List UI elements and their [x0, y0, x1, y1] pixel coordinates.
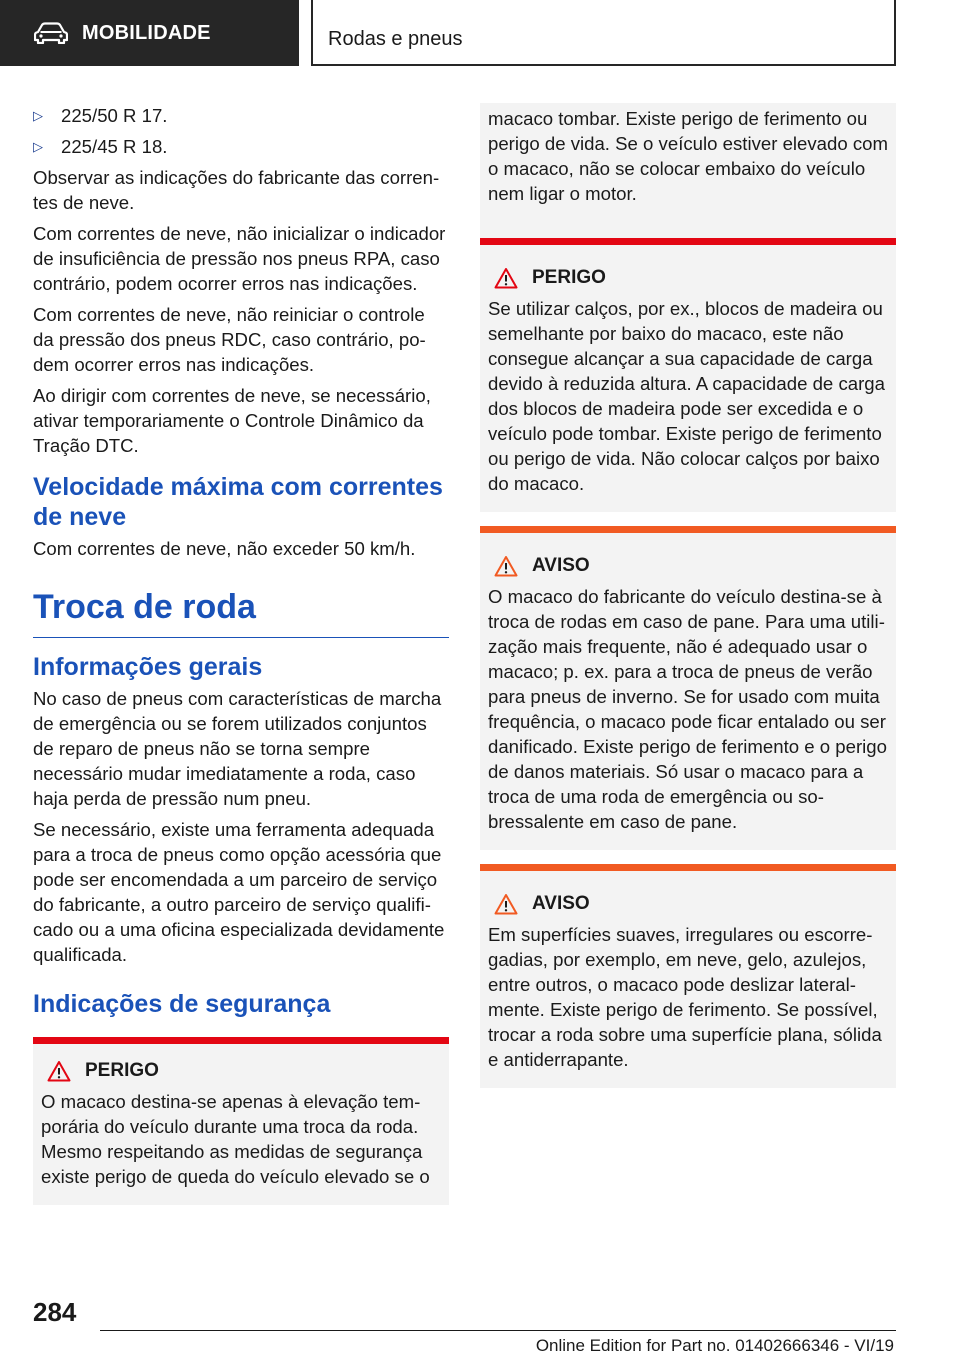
triangle-bullet-icon: ▷ [33, 139, 43, 154]
warning-text: O macaco destina-se apenas à elevação temporária do veículo durante uma troca da roda. Mesmo respeitando as medidas de segurança existe perigo de queda do veículo elevado se o [41, 1091, 430, 1187]
footer-divider [100, 1330, 896, 1331]
paragraph: Observar as indicações do fabricante das correntes de neve. [33, 167, 440, 213]
warning-text: Se utilizar calços, por ex., blocos de madeira ou semelhante por baixo do macaco, este não consegue alcançar a sua capacidade de carga devido à reduzida altura. A capacidade de carga dos blocos de madeira pode ser excedida e o veículo pode tombar. Existe perigo de ferimento ou perigo de vida. Não colocar calços por baixo do macaco. [488, 298, 885, 494]
warning-text: O macaco do fabricante do veículo destina-se à troca de rodas em caso de pane. Para uma utilização mais frequente, não é adequado usar o macaco; p. ex. para a troca de pneus de verão para pneus de inverno. Se for usado com muita frequência, o macaco pode ficar entalado ou ser danificado. Existe perigo de ferimento e o perigo de danos materiais. Só usar o macaco para a troca de uma roda de emergência ou sobressalente em caso de pane. [488, 586, 887, 832]
list-item: ▷ 225/50 R 17. [33, 105, 168, 126]
paragraph: Se necessário, existe uma ferramenta adequada para a troca de pneus como opção acessória que pode ser encomendada a um parceiro de serviço do fabricante, a outro parceiro de serviço qualificado ou a uma oficina especializada devidamente qualificada. [33, 819, 445, 965]
warning-title: AVISO [532, 555, 590, 576]
warning-text: Em superfícies suaves, irregulares ou escorregadias, por exemplo, em neve, gelo, azulejos, entre outros, o macaco pode deslizar lateralmente. Existe perigo de ferimento. Se possível, trocar a roda sobre uma superfície plana, sólida e antiderrapante. [488, 924, 882, 1070]
warning-triangle-icon [494, 893, 518, 915]
paragraph: No caso de pneus com características de marcha de emergência ou se forem utilizados conjuntos de reparo de pneus não se torna sempre necessário mudar imediatamente a roda, caso haja perda de pressão num pneu. [33, 688, 442, 809]
car-icon [34, 22, 68, 44]
right-column [480, 103, 896, 1088]
warning-title: AVISO [532, 893, 590, 914]
chapter-tab[interactable] [0, 0, 299, 66]
warning-box-continued [480, 103, 896, 238]
page-number: 284 [33, 1297, 77, 1327]
warning-title: PERIGO [85, 1060, 159, 1081]
left-column [33, 103, 449, 1205]
list-item: ▷ 225/45 R 18. [33, 136, 168, 157]
triangle-bullet-icon: ▷ [33, 108, 43, 123]
heading-troca-de-roda: Troca de roda [33, 587, 449, 638]
warning-text: macaco tombar. Existe perigo de ferimento ou perigo de vida. Se o veículo estiver elevado com o macaco, não se colocar embaixo do veículo nem ligar o motor. [488, 108, 888, 204]
warning-box-aviso [480, 526, 896, 850]
warning-box-aviso [480, 864, 896, 1088]
paragraph: Com correntes de neve, não exceder 50 km/h. [33, 538, 416, 559]
paragraph: Com correntes de neve, não reiniciar o controle da pressão dos pneus RDC, caso contrário, podem ocorrer erros nas indicações. [33, 304, 426, 375]
paragraph: Com correntes de neve, não inicializar o indicador de insuficiência de pressão nos pneus RPA, caso contrário, podem ocorrer erros nas indicações. [33, 223, 446, 294]
chapter-label: MOBILIDADE [82, 21, 211, 44]
edition-text: Online Edition for Part no. 01402666346 - VI/19 [535, 1336, 894, 1355]
warning-triangle-icon [494, 267, 518, 289]
subheading-info: Informações gerais [33, 653, 263, 681]
warning-triangle-icon [47, 1060, 71, 1082]
warning-box-perigo [480, 238, 896, 512]
subheading-seguranca: Indicações de segurança [33, 990, 331, 1018]
paragraph: Ao dirigir com correntes de neve, se necessário, ativar temporariamente o Controle Dinâmico da Tração DTC. [33, 385, 431, 456]
warning-box-perigo [33, 1037, 449, 1205]
warning-triangle-icon [494, 555, 518, 577]
subheading-speed: Velocidade máxima com correntes de neve [33, 473, 443, 531]
warning-title: PERIGO [532, 267, 606, 288]
section-title: Rodas e pneus [311, 0, 896, 66]
